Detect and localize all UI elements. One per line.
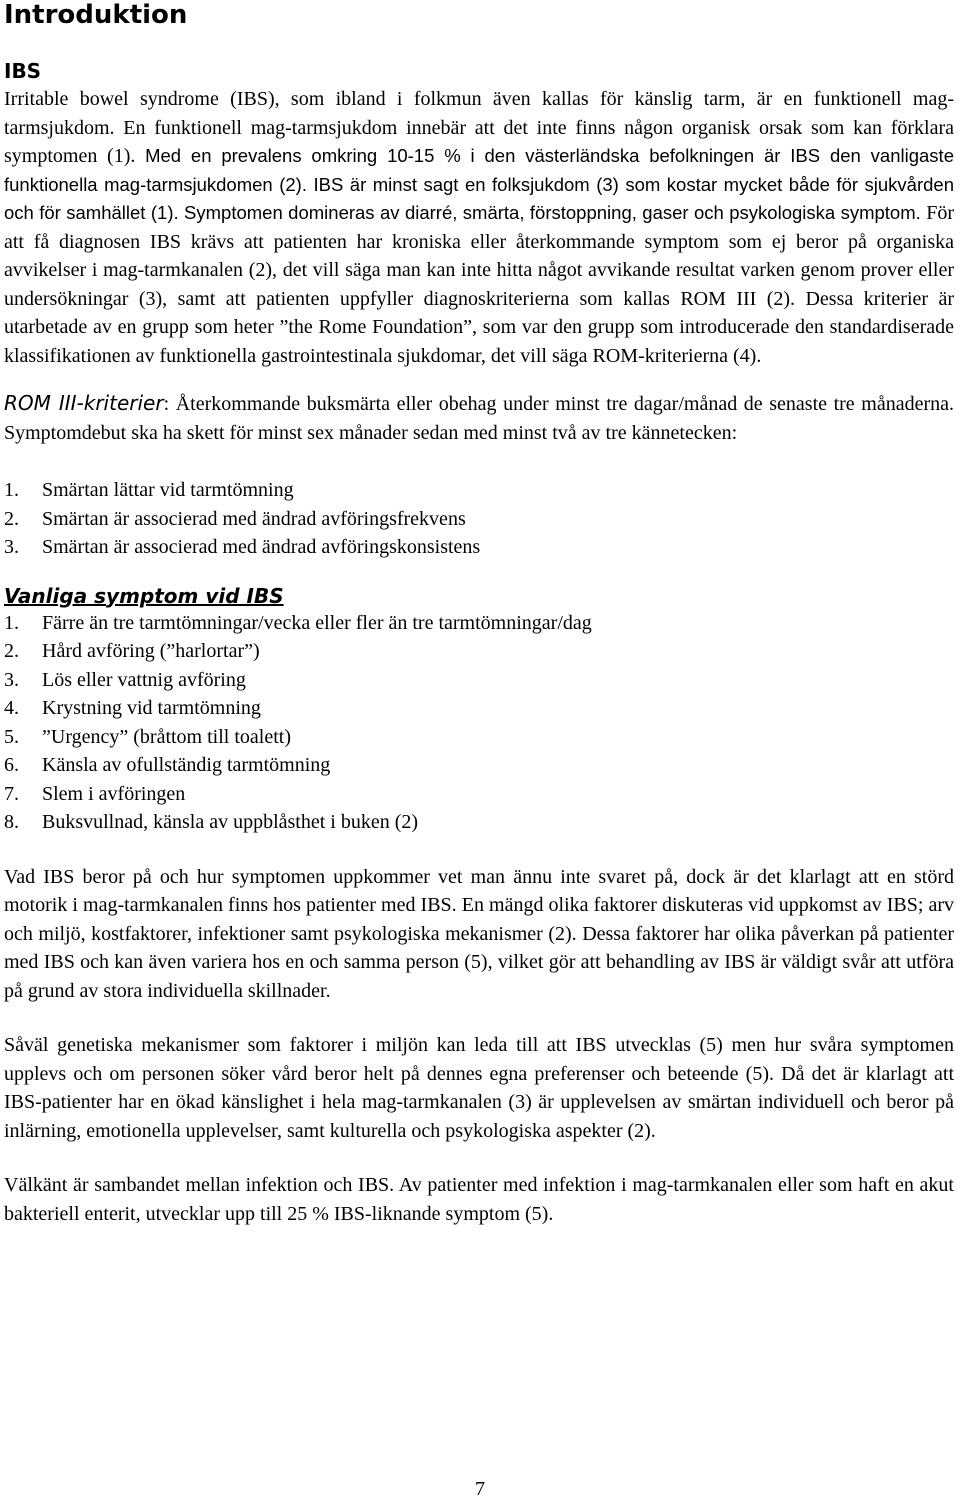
page-heading: Introduktion <box>4 0 188 30</box>
section-title: IBS <box>4 59 42 83</box>
item-number: 4. <box>4 697 19 719</box>
genetics-paragraph: Såväl genetiska mekanismer som faktorer i miljön kan leda till att IBS utvecklas (5) men hur svåra symptomen upplevs och om personen söker vård beror helt på dennes egna preferenser och beteende (5). Då det är klarlagt att IBS-patienter har en ökad känslighet i hela mag-tarmkanalen (3) är upplevelsen av smärtan individuell och beror på inlärning, emotionella upplevelser, samt kulturella och psykologiska aspekter (2). <box>4 1034 954 1142</box>
list-item <box>4 780 954 809</box>
list-item <box>4 808 954 837</box>
item-text: ”Urgency” (bråttom till toalett) <box>42 725 291 748</box>
item-text: Smärtan är associerad med ändrad avföringsfrekvens <box>42 507 466 530</box>
list-item <box>4 666 954 695</box>
intro-seg1: Irritable bowel syndrome (IBS), som ibland i folkmun även kallas för känslig tarm, är en funktionell mag-tarmsjukdom. En funktionell mag-tarmsjukdom innebär att det inte finns någon organisk orsak som kan förklara symptomen (1). <box>4 88 954 167</box>
item-number: 5. <box>4 725 19 748</box>
item-number: 7. <box>4 782 19 805</box>
rom-criteria-paragraph <box>4 389 954 447</box>
item-text: Känsla av ofullständig tarmtömning <box>42 754 331 776</box>
symptoms-title: Vanliga symptom vid IBS <box>4 583 284 608</box>
item-number: 8. <box>4 811 19 833</box>
intro-paragraph <box>4 85 954 370</box>
symptoms-list <box>4 609 954 837</box>
causes-paragraph: Vad IBS beror på och hur symptomen uppkommer vet man ännu inte svaret på, dock är det klarlagt att en störd motorik i mag-tarmkanalen finns hos patienter med IBS. En mängd olika faktorer diskuteras vid uppkomst av IBS; arv och miljö, kostfaktorer, infektioner samt psykologiska mekanismer (2). Dessa faktorer har olika påverkan på patienter med IBS och kan även variera hos en och samma person (5), vilket gör att behandling av IBS är väldigt svår att utföra på grund av stora individuella skillnader. <box>4 865 954 1002</box>
item-text: Buksvullnad, känsla av uppblåsthet i buken (2) <box>42 811 419 833</box>
list-item <box>4 476 954 505</box>
list-item <box>4 751 954 780</box>
list-item <box>4 505 954 534</box>
item-text: Slem i avföringen <box>42 782 186 805</box>
intro-seg3: För att få diagnosen IBS krävs att patienten har kroniska eller återkommande symptom som ej beror på organiska avvikelser i mag-tarmkanalen (2), det vill säga man kan inte hitta något avvikande resultat varken genom prover eller undersökningar (3), samt att patienten uppfyller diagnoskriterierna som kallas ROM III (2). Dessa kriterier är utarbetade av en grupp som heter ”the Rome Foundation”, som var den grupp som introducerade den standardiserade klassifikationen av funktionella gastrointestinala sjukdomar, det vill säga ROM-kriterierna (4). <box>4 202 954 367</box>
list-item <box>4 637 954 666</box>
item-text: Färre än tre tarmtömningar/vecka eller fler än tre tarmtömningar/dag <box>42 611 592 634</box>
item-number: 1. <box>4 611 19 634</box>
item-number: 1. <box>4 479 19 501</box>
item-text: Krystning vid tarmtömning <box>42 697 261 719</box>
criteria-list <box>4 476 954 562</box>
item-text: Smärtan lättar vid tarmtömning <box>42 479 294 501</box>
item-number: 2. <box>4 640 19 662</box>
item-number: 3. <box>4 668 19 691</box>
rom-text: : Återkommande buksmärta eller obehag under minst tre dagar/månad de senaste tre månaderna. Symptomdebut ska ha skett för minst sex månader sedan med minst två av tre kännetecken: <box>4 393 954 444</box>
infection-paragraph: Välkänt är sambandet mellan infektion och IBS. Av patienter med infektion i mag-tarmkanalen eller som haft en akut bakteriell enterit, utvecklar upp till 25 % IBS-liknande symptom (5). <box>4 1174 954 1225</box>
item-number: 6. <box>4 754 19 776</box>
page-number: 7 <box>475 1478 485 1500</box>
rom-label: ROM III-kriterier <box>4 391 164 415</box>
list-item <box>4 609 954 638</box>
item-text: Hård avföring (”harlortar”) <box>42 640 260 662</box>
intro-seg2: Med en prevalens omkring 10-15 % i den västerländska befolkningen är IBS den vanligaste funktionella mag-tarmsjukdomen (2). IBS är minst sagt en folksjukdom (3) som kostar mycket både för sjukvården och för samhället (1). Symptomen domineras av diarré, smärta, förstoppning, gaser och psykologiska symptom. <box>4 145 954 223</box>
item-number: 3. <box>4 536 19 558</box>
list-item <box>4 723 954 752</box>
item-text: Lös eller vattnig avföring <box>42 668 246 691</box>
list-item <box>4 694 954 723</box>
item-text: Smärtan är associerad med ändrad avföringskonsistens <box>42 536 481 558</box>
item-number: 2. <box>4 507 19 530</box>
list-item <box>4 533 954 562</box>
